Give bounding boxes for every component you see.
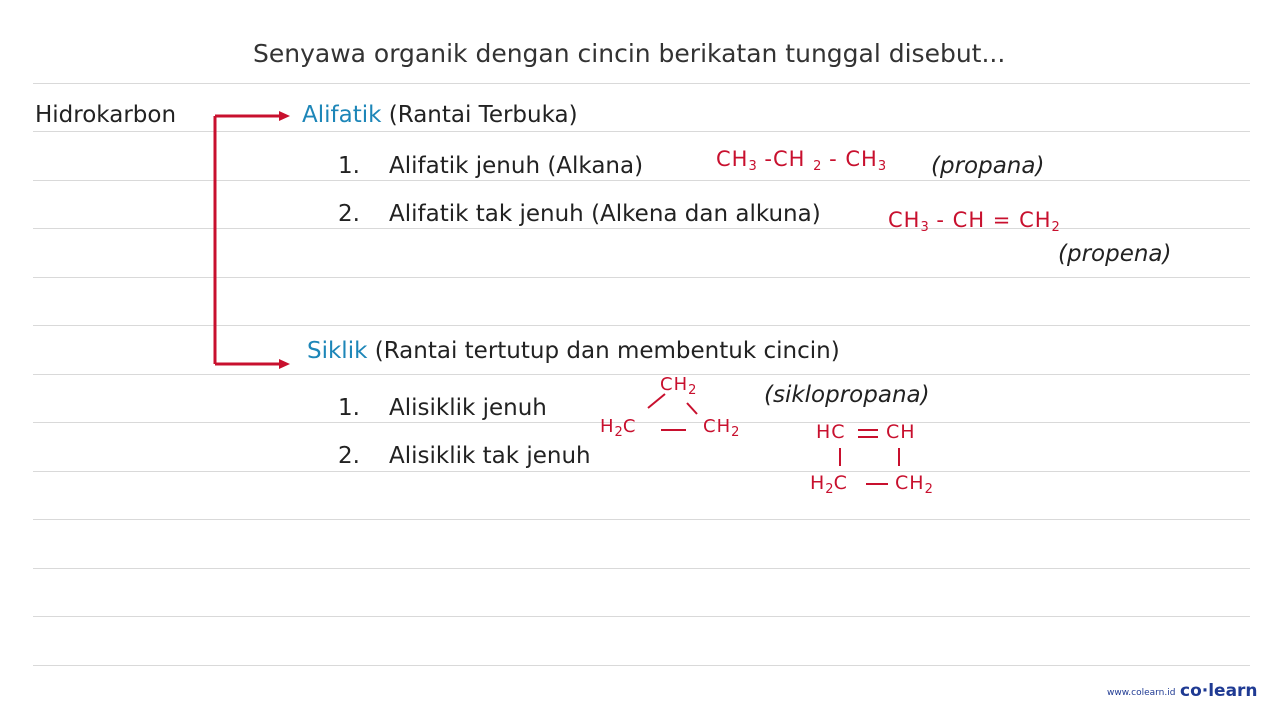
- siklopropana-note: (siklopropana): [764, 382, 930, 408]
- cyclopropane-ch2-right: $CH_2$: [703, 416, 740, 440]
- question-title: Senyawa organik dengan cincin berikatan tunggal disebut...: [253, 39, 1006, 68]
- alifatik-item-number: 2.: [338, 201, 360, 227]
- propana-note: (propana): [931, 153, 1045, 179]
- cyclobutene-ch: CH: [886, 421, 916, 443]
- siklik-name: Siklik: [307, 338, 368, 364]
- siklik-item-label: Alisiklik tak jenuh: [389, 443, 591, 469]
- alifatik-item-label: Alifatik tak jenuh (Alkena dan alkuna): [389, 201, 821, 227]
- alifatik-name: Alifatik: [302, 102, 382, 128]
- alifatik-item-number: 1.: [338, 153, 360, 179]
- propena-formula: $CH_3$ - CH = $CH_2$: [888, 208, 1060, 235]
- cyclobutene-ch2: $CH_2$: [895, 472, 933, 497]
- root-label: Hidrokarbon: [35, 102, 177, 128]
- cyclobutene-h2c: $H_2C$: [810, 472, 848, 497]
- siklik-item-number: 1.: [338, 395, 360, 421]
- brand-url: www.colearn.id: [1107, 688, 1176, 698]
- propana-formula: $CH_3$ -CH $_2 - CH_3$: [716, 147, 887, 174]
- cyclopropane-ch2-top: $CH_2$: [660, 374, 697, 398]
- cyclobutene-hc: HC: [816, 421, 846, 443]
- siklik-item-number: 2.: [338, 443, 360, 469]
- siklik-item-label: Alisiklik jenuh: [389, 395, 547, 421]
- alifatik-desc: (Rantai Terbuka): [388, 102, 578, 128]
- cyclopropane-h2c: $H_2C$: [600, 416, 637, 440]
- propena-note: (propena): [1058, 241, 1172, 267]
- brand-logo: co·learn: [1180, 681, 1258, 701]
- alifatik-item-label: Alifatik jenuh (Alkana): [389, 153, 644, 179]
- siklik-desc: (Rantai tertutup dan membentuk cincin): [374, 338, 840, 364]
